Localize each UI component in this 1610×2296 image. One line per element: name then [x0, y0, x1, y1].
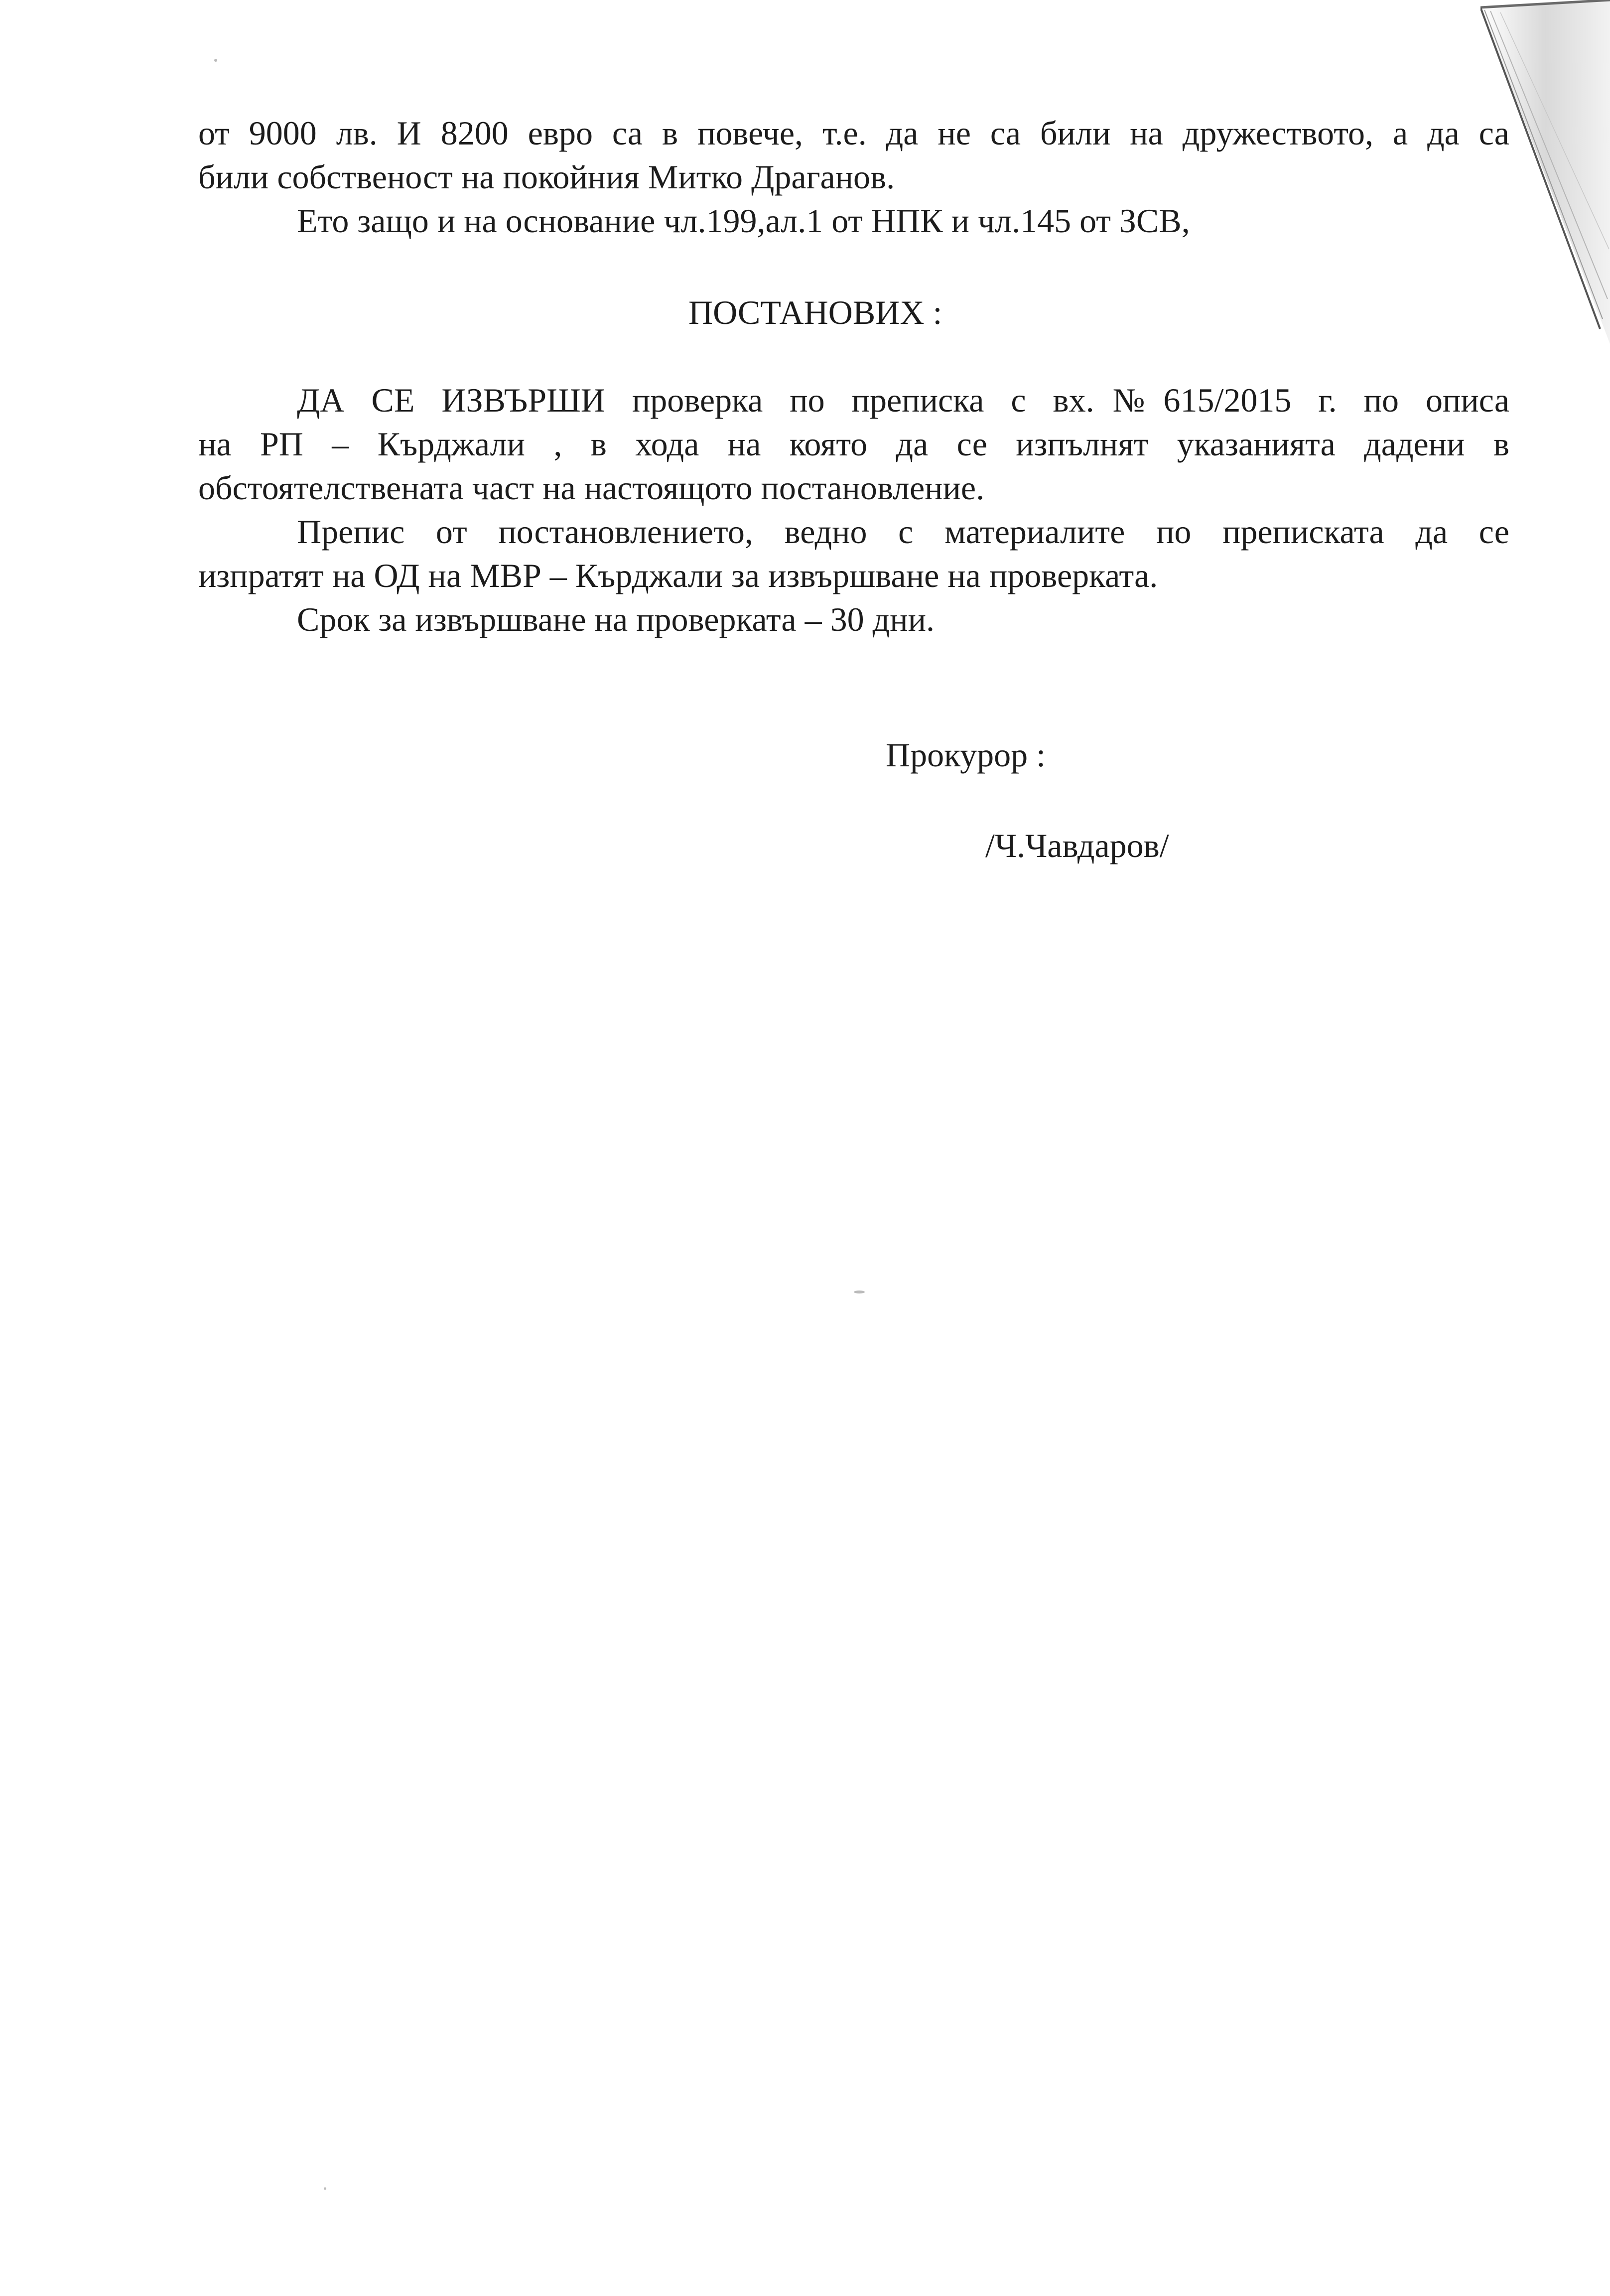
scan-speck	[214, 59, 217, 62]
paragraph-2-line-1: Ето защо и на основание чл.199,ал.1 от НПК и чл.145 от ЗСВ,	[297, 202, 1190, 240]
paragraph-1-line-2: били собственост на покойния Митко Драганов.	[198, 158, 895, 196]
paragraph-3-line-1: ДА СЕ ИЗВЪРШИ проверка по преписка с вх.№615/2015 г. по описа	[297, 381, 1509, 419]
paragraph-5-line-1: Срок за извършване на проверката – 30 дни.	[297, 600, 935, 638]
paragraph-3-line-3: обстоятелствената част на настоящото постановление.	[198, 469, 985, 507]
paragraph-1-line-1: от 9000 лв. И 8200 евро са в повече, т.е. да не са били на дружеството, а да са	[198, 114, 1509, 152]
scan-speck	[324, 2187, 326, 2190]
signature-title: Прокурор :	[886, 736, 1046, 774]
paragraph-4-line-2: изпратят на ОД на МВР – Кърджали за извършване на проверката.	[198, 557, 1158, 594]
paragraph-4-line-1: Препис от постановлението, ведно с материалите по преписката да се	[297, 513, 1509, 551]
scan-speck	[854, 1291, 865, 1293]
resolution-heading: ПОСТАНОВИХ :	[688, 293, 942, 331]
signature-name: /Ч.Чавдаров/	[985, 827, 1169, 864]
paragraph-3-line-2: на РП – Кърджали , в хода на която да се изпълнят указанията дадени в	[198, 425, 1509, 463]
scanned-page-fold	[1480, 0, 1610, 359]
